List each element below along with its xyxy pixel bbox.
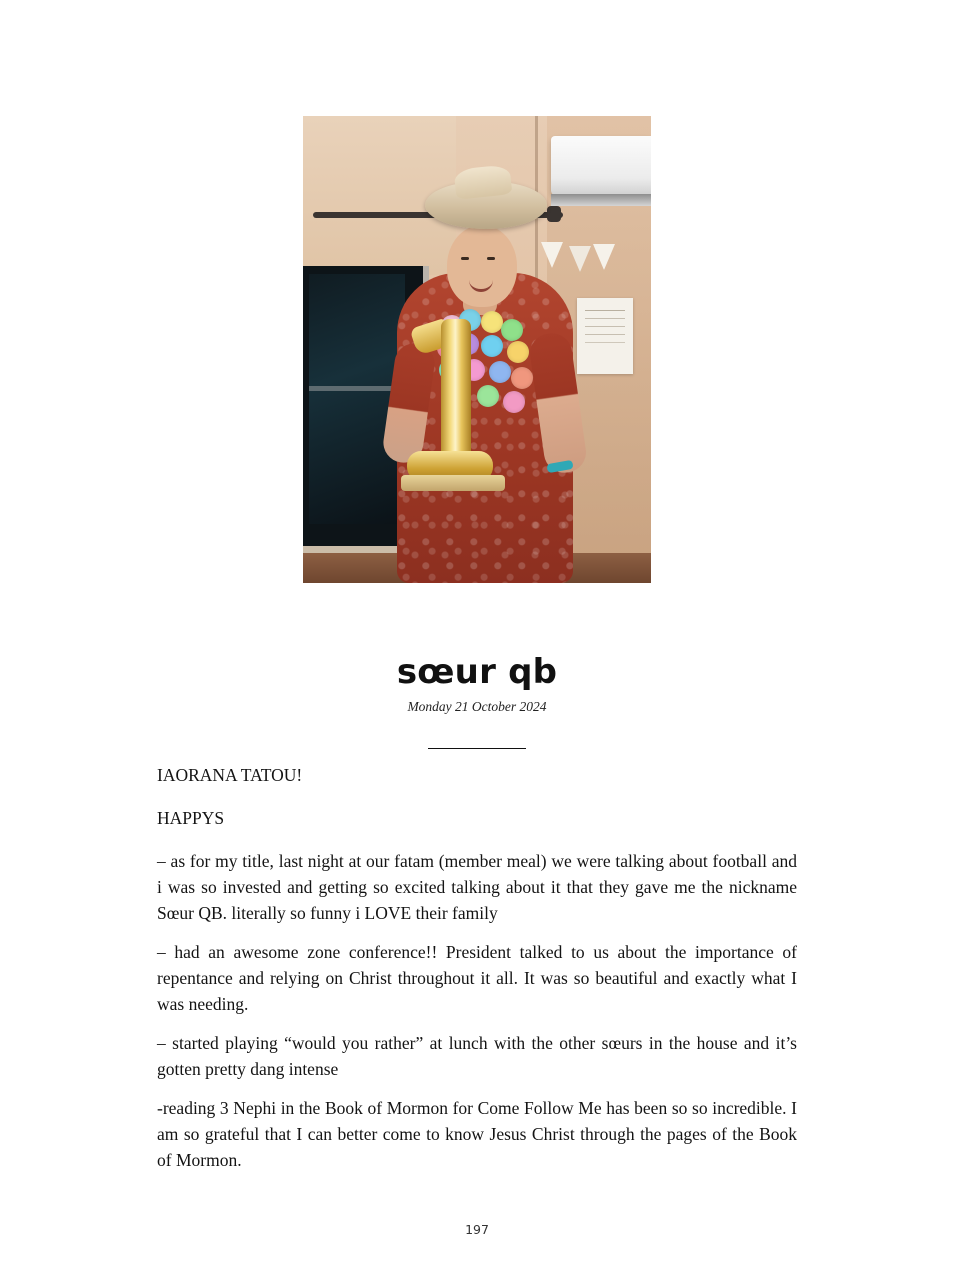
lei-flower xyxy=(511,367,533,389)
eye xyxy=(461,257,469,260)
lei-flower xyxy=(507,341,529,363)
person xyxy=(389,183,579,583)
lei-flower xyxy=(503,391,525,413)
paragraph-zone-conference: – had an awesome zone conference!! President talked to us about the importance of repentance and relying on Christ throughout it all. It was so beautiful and exactly what I was needing. xyxy=(157,942,797,1014)
paragraph-reading: -reading 3 Nephi in the Book of Mormon for Come Follow Me has been so so incredible. I am so grateful that I can better come to know Jesus Christ through the pages of the Book of Mormon. xyxy=(157,1098,797,1170)
paragraph-greeting: IAORANA TATOU! xyxy=(157,765,303,785)
journal-photo xyxy=(303,116,651,583)
paragraph-title-story: – as for my title, last night at our fatam (member meal) we were talking about football and i was so invested and getting so excited talking about it that they gave me the nickname Sœur QB. literally so funny i LOVE their family xyxy=(157,851,797,923)
balloon-stem xyxy=(441,319,471,459)
entry-body xyxy=(157,762,797,1173)
page-date: Monday 21 October 2024 xyxy=(407,699,547,714)
photo-scene xyxy=(303,116,651,583)
divider xyxy=(428,748,526,749)
lei-flower xyxy=(501,319,523,341)
eye xyxy=(487,257,495,260)
gold-number-one-balloon xyxy=(407,301,493,491)
serving-tray xyxy=(401,475,505,491)
paragraph-would-you-rather: – started playing “would you rather” at lunch with the other sœurs in the house and it’s gotten pretty dang intense xyxy=(157,1033,797,1079)
page-title: sœur qb xyxy=(396,652,558,692)
face xyxy=(447,225,517,307)
wall-paper-note xyxy=(577,298,633,374)
page-number: 197 xyxy=(465,1222,489,1237)
paragraph-happys: HAPPYS xyxy=(157,808,225,828)
